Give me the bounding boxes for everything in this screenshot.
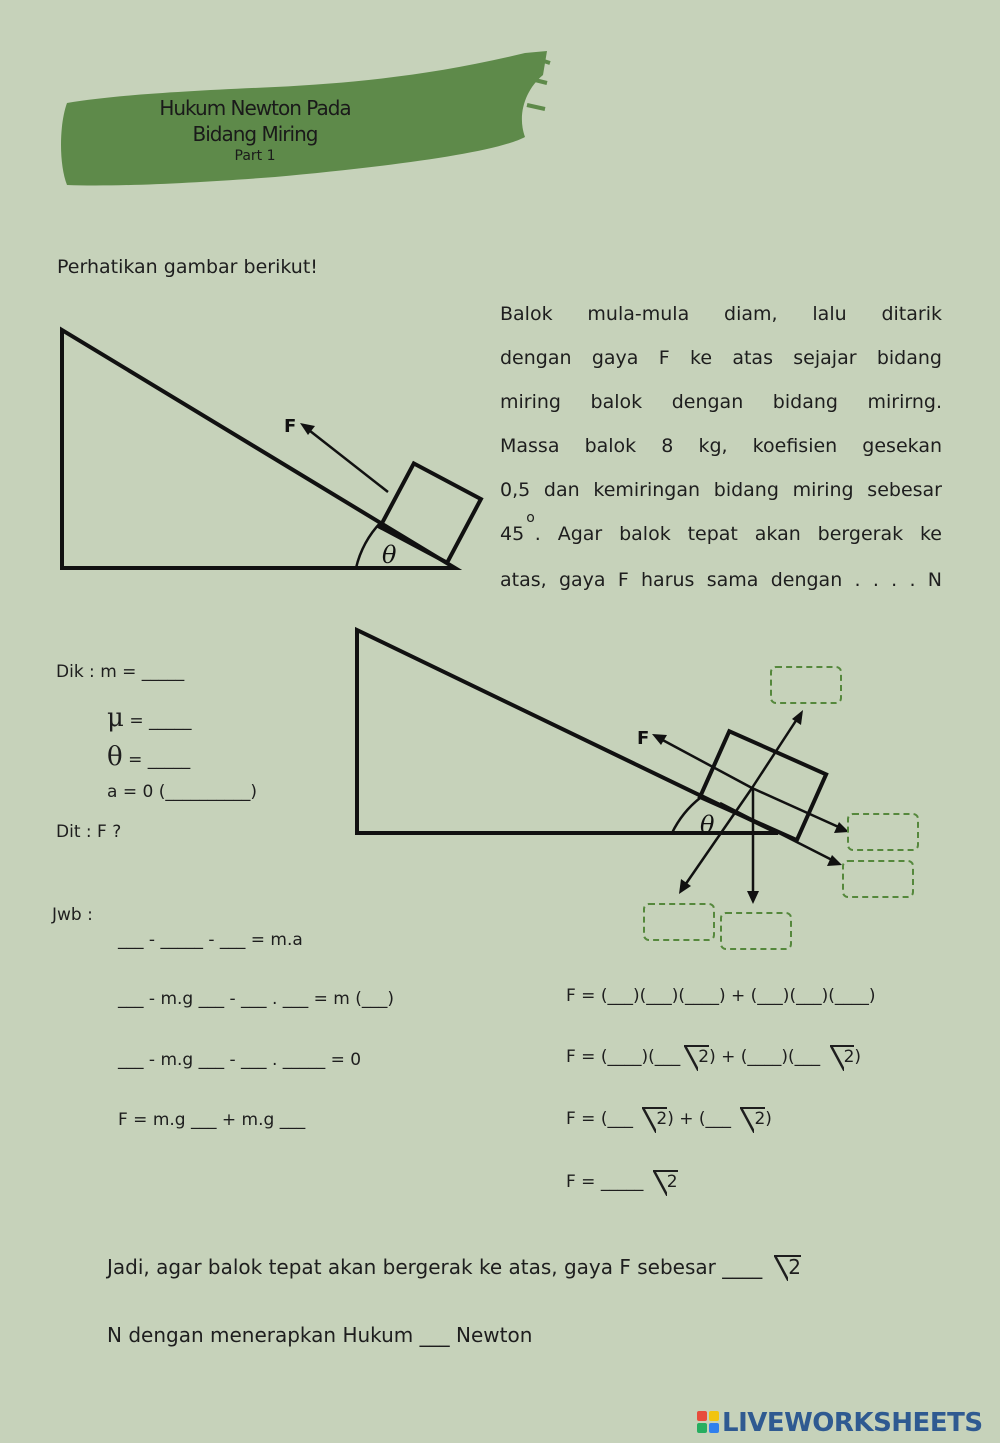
liveworksheets-brand: LIVEWORKSHEETS bbox=[722, 1408, 983, 1438]
answer-box-friction[interactable] bbox=[842, 860, 914, 898]
equation-3: ___ - m.g ___ - ___ . _____ = 0 bbox=[118, 1050, 362, 1070]
calc-row-2-c: ) bbox=[854, 1047, 862, 1067]
sqrt-symbol: 2 bbox=[740, 1107, 765, 1129]
title-line-2: Bidang Miring bbox=[192, 122, 318, 146]
answer-box-perpendicular-weight[interactable] bbox=[643, 903, 715, 941]
calc-row-1: F = (___)(___)(____) + (___)(___)(____) bbox=[566, 986, 876, 1006]
known-mass: Dik : m = _____ bbox=[56, 662, 185, 682]
force-label-fig2: F bbox=[637, 728, 650, 749]
problem-line-7: atas, gaya F harus sama dengan . . . . N bbox=[500, 569, 942, 591]
calc-row-2-b: ) + (____)(___ bbox=[709, 1047, 826, 1067]
equation-4: F = m.g ___ + m.g ___ bbox=[118, 1110, 306, 1130]
answer-label: Jwb : bbox=[52, 905, 93, 925]
liveworksheets-icon bbox=[697, 1411, 719, 1433]
degree-symbol: o bbox=[526, 510, 535, 526]
calc-row-2-a: F = (____)(___ bbox=[566, 1047, 681, 1067]
angle-label-fig2: θ bbox=[700, 811, 715, 839]
problem-line-2: dengan gaya F ke atas sejajar bidang bbox=[500, 347, 942, 369]
problem-line-3: miring balok dengan bidang mirirng. bbox=[500, 391, 942, 413]
conclusion-line-2: N dengan menerapkan Hukum ___ Newton bbox=[107, 1323, 533, 1347]
sqrt-symbol: 2 bbox=[653, 1170, 678, 1192]
sqrt-symbol: 2 bbox=[642, 1107, 667, 1129]
problem-line-5: 0,5 dan kemiringan bidang miring sebesar bbox=[500, 479, 942, 501]
theta-symbol: θ bbox=[107, 742, 123, 772]
calc-row-3-a: F = (___ bbox=[566, 1109, 639, 1129]
sqrt-symbol: 2 bbox=[774, 1255, 801, 1277]
conclusion-text-1: Jadi, agar balok tepat akan bergerak ke atas, gaya F sebesar ____ bbox=[107, 1255, 763, 1279]
known-theta bbox=[107, 742, 190, 772]
mu-blank: = _____ bbox=[129, 711, 192, 731]
theta-blank: = _____ bbox=[128, 750, 191, 770]
calc-row-3 bbox=[566, 1107, 772, 1129]
force-label-fig1: F bbox=[284, 416, 297, 437]
sqrt-symbol: 2 bbox=[684, 1045, 709, 1067]
calc-row-3-c: ) bbox=[765, 1109, 772, 1129]
problem-line-6-rest: . Agar balok tepat akan bergerak ke bbox=[534, 523, 942, 545]
answer-box-weight[interactable] bbox=[720, 912, 792, 950]
calc-row-4-a: F = _____ bbox=[566, 1172, 649, 1192]
equation-1: ___ - _____ - ___ = m.a bbox=[118, 930, 303, 950]
calc-row-4 bbox=[566, 1170, 678, 1192]
problem-line-1: Balok mula-mula diam, lalu ditarik bbox=[500, 303, 942, 325]
answer-box-parallel-weight[interactable] bbox=[847, 813, 919, 851]
problem-line-4: Massa balok 8 kg, koefisien gesekan bbox=[500, 435, 942, 457]
title-line-1: Hukum Newton Pada bbox=[159, 96, 351, 120]
equation-2: ___ - m.g ___ - ___ . ___ = m (___) bbox=[118, 989, 395, 1009]
liveworksheets-logo bbox=[697, 1408, 983, 1438]
calc-row-3-b: ) + (___ bbox=[667, 1109, 737, 1129]
instruction-text: Perhatikan gambar berikut! bbox=[57, 256, 318, 278]
title-line-3: Part 1 bbox=[234, 148, 276, 164]
known-acceleration: a = 0 (__________) bbox=[107, 782, 257, 802]
answer-box-normal-force[interactable] bbox=[770, 666, 842, 704]
angle-label-fig1: θ bbox=[382, 541, 397, 569]
conclusion-line-1 bbox=[107, 1255, 801, 1279]
asked-force: Dit : F ? bbox=[56, 822, 122, 842]
mu-symbol: μ bbox=[107, 703, 124, 733]
sqrt-symbol: 2 bbox=[830, 1045, 855, 1067]
angle-value: 45 bbox=[500, 523, 525, 545]
known-mu bbox=[107, 703, 191, 733]
calc-row-2 bbox=[566, 1045, 861, 1067]
